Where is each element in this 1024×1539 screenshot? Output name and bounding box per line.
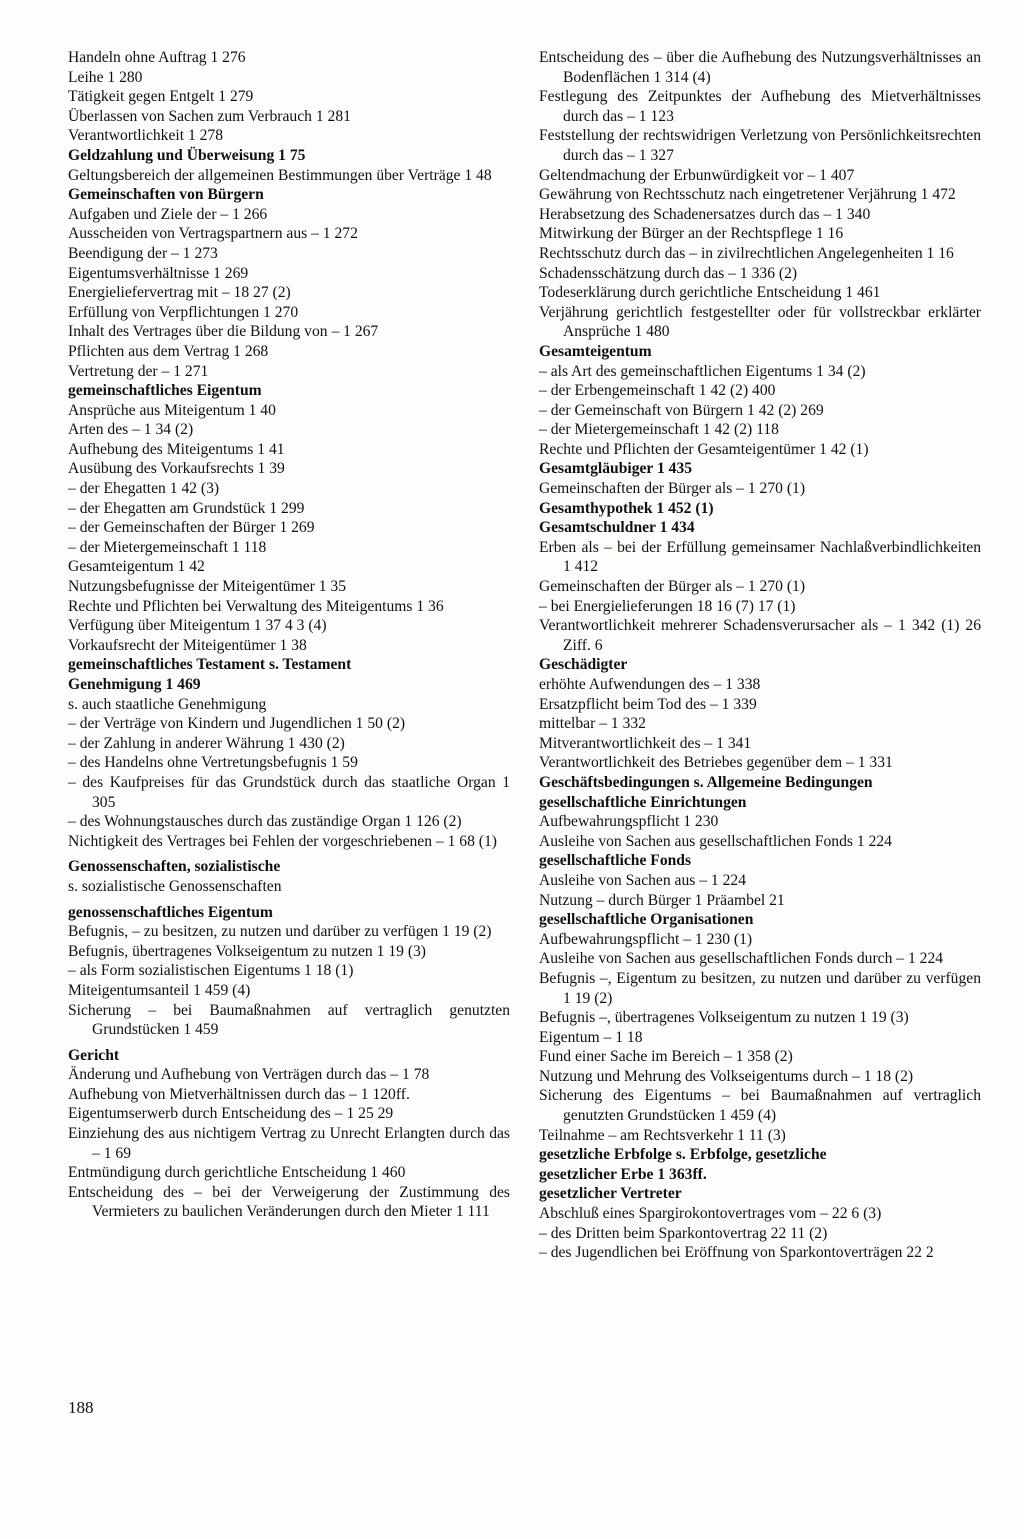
index-entry: Verfügung über Miteigentum 1 37 4 3 (4) — [68, 617, 327, 635]
index-entry: – der Mietergemeinschaft 1 42 (2) 118 — [539, 421, 779, 439]
index-entry: Vertretung der – 1 271 — [68, 362, 209, 380]
index-entry: Todeserklärung durch gerichtliche Entscheidung 1 461 — [539, 284, 881, 302]
index-entry: Ausleihe von Sachen aus – 1 224 — [539, 871, 747, 889]
index-entry: Geltungsbereich der allgemeinen Bestimmungen über Verträge 1 48 — [68, 166, 492, 184]
index-entry: – der Verträge von Kindern und Jugendlichen 1 50 (2) — [68, 715, 406, 733]
index-entry: Entscheidung des – über die Aufhebung des Nutzungsverhältnisses an Bodenflächen 1 314 (4) — [539, 49, 981, 86]
index-entry: erhöhte Aufwendungen des – 1 338 — [539, 676, 761, 693]
index-heading: gemeinschaftliches Testament s. Testament — [68, 656, 352, 674]
index-entry: Gemeinschaften der Bürger als – 1 270 (1) — [539, 578, 806, 596]
index-entry: Eigentumsverhältnisse 1 269 — [68, 264, 249, 282]
index-entry: Rechte und Pflichten der Gesamteigentümer 1 42 (1) — [539, 440, 869, 458]
index-entry: – der Gemeinschaften der Bürger 1 269 — [68, 519, 315, 537]
page-number: 188 — [68, 1398, 94, 1417]
index-entry: Mitwirkung der Bürger an der Rechtspflege 1 16 — [539, 225, 844, 243]
index-entry: Beendigung der – 1 273 — [68, 244, 218, 262]
index-entry: Ausscheiden von Vertragspartnern aus – 1 272 — [68, 225, 358, 243]
index-heading: gesetzlicher Erbe 1 363ff. — [539, 1165, 707, 1183]
index-entry: Inhalt des Vertrages über die Bildung von – 1 267 — [68, 323, 379, 341]
index-entry: Erben als – bei der Erfüllung gemeinsamer Nachlaßverbindlichkeiten 1 412 — [539, 538, 981, 576]
index-entry: Abschluß eines Spargirokontovertrages vom – 22 6 (3) — [539, 1205, 882, 1223]
index-entry: s. sozialistische Genossenschaften — [68, 877, 282, 895]
index-entry: – der Erbengemeinschaft 1 42 (2) 400 — [539, 382, 776, 400]
index-heading: Genossenschaften, sozialistische — [68, 858, 281, 876]
index-entry: Herabsetzung des Schadenersatzes durch das – 1 340 — [539, 205, 871, 223]
index-heading: Gesamthypothek 1 452 (1) — [539, 499, 714, 517]
index-entry: – der Ehegatten 1 42 (3) — [68, 480, 220, 498]
index-entry: Ersatzpflicht beim Tod des – 1 339 — [539, 695, 757, 713]
index-heading: Gemeinschaften von Bürgern — [68, 186, 264, 204]
index-entry: Rechtsschutz durch das – in zivilrechtlichen Angelegenheiten 1 16 — [539, 244, 954, 262]
index-entry: Sicherung des Eigentums – bei Baumaßnahmen auf vertraglich genutzten Grundstücken 1 459 (4) — [539, 1087, 981, 1125]
index-entry: Miteigentumsanteil 1 459 (4) — [68, 981, 251, 999]
index-entry: Nutzung – durch Bürger 1 Präambel 21 — [539, 891, 785, 909]
index-entry: Eigentum – 1 18 — [539, 1028, 643, 1046]
index-entry: Verantwortlichkeit mehrerer Schadensverursacher als – 1 342 (1) 26 Ziff. 6 — [539, 617, 981, 654]
index-entry: Aufgaben und Ziele der – 1 266 — [68, 205, 268, 223]
index-entry: Handeln ohne Auftrag 1 276 — [68, 49, 246, 66]
index-entry: Einziehung des aus nichtigem Vertrag zu Unrecht Erlangten durch das – 1 69 — [68, 1125, 510, 1162]
index-entry: Ausleihe von Sachen aus gesellschaftlichen Fonds durch – 1 224 — [539, 950, 944, 968]
index-entry: – des Wohnungstausches durch das zuständige Organ 1 126 (2) — [68, 813, 462, 831]
index-entry: Nichtigkeit des Vertrages bei Fehlen der vorgeschriebenen – 1 68 (1) — [68, 832, 497, 850]
index-heading: Geschädigter — [539, 656, 628, 674]
index-entry: Eigentumserwerb durch Entscheidung des – 1 25 29 — [68, 1105, 394, 1123]
index-heading: gesellschaftliche Einrichtungen — [539, 793, 747, 811]
index-heading: Gesamtschuldner 1 434 — [539, 519, 695, 537]
index-entry: Änderung und Aufhebung von Verträgen durch das – 1 78 — [68, 1066, 430, 1084]
index-heading: Geschäftsbedingungen s. Allgemeine Bedingungen — [539, 773, 873, 791]
index-entry: – bei Energielieferungen 18 16 (7) 17 (1) — [539, 597, 796, 615]
index-entry: – der Mietergemeinschaft 1 118 — [68, 538, 267, 556]
index-entry: – des Dritten beim Sparkontovertrag 22 11 (2) — [539, 1224, 828, 1242]
index-heading: Geldzahlung und Überweisung 1 75 — [68, 146, 306, 164]
index-entry: Nutzungsbefugnisse der Miteigentümer 1 35 — [68, 578, 347, 596]
index-entry: Sicherung – bei Baumaßnahmen auf vertraglich genutzten Grundstücken 1 459 — [68, 1001, 510, 1039]
index-entry: Festlegung des Zeitpunktes der Aufhebung des Mietverhältnisses durch das – 1 123 — [539, 88, 981, 125]
index-heading: gesellschaftliche Organisationen — [539, 911, 754, 929]
index-entry: Fund einer Sache im Bereich – 1 358 (2) — [539, 1048, 793, 1066]
index-column-left — [68, 48, 510, 1222]
index-entry: Befugnis –, Eigentum zu besitzen, zu nutzen und darüber zu verfügen 1 19 (2) — [539, 969, 981, 1007]
index-entry: Leihe 1 280 — [68, 68, 143, 86]
index-heading: gesetzlicher Vertreter — [539, 1185, 682, 1203]
index-entry: Energieliefervertrag mit – 18 27 (2) — [68, 284, 291, 302]
index-entry: Rechte und Pflichten bei Verwaltung des Miteigentums 1 36 — [68, 597, 444, 615]
index-entry: Befugnis, übertragenes Volkseigentum zu nutzen 1 19 (3) — [68, 942, 427, 960]
index-heading: gesellschaftliche Fonds — [539, 852, 692, 870]
index-entry: Schadensschätzung durch das – 1 336 (2) — [539, 264, 798, 282]
index-heading: Genehmigung 1 469 — [68, 676, 201, 693]
index-entry: – des Jugendlichen bei Eröffnung von Sparkontoverträgen 22 2 — [539, 1244, 934, 1262]
index-entry: Arten des – 1 34 (2) — [68, 421, 194, 439]
index-heading: gesetzliche Erbfolge s. Erbfolge, gesetzliche — [539, 1146, 827, 1164]
index-entry: Entscheidung des – bei der Verweigerung der Zustimmung des Vermieters zu baulichen Veränderungen durch den Mieter 1 111 — [68, 1183, 510, 1221]
index-heading: gemeinschaftliches Eigentum — [68, 382, 262, 400]
index-entry: Aufhebung von Mietverhältnissen durch das – 1 120ff. — [68, 1085, 410, 1103]
index-entry: – der Ehegatten am Grundstück 1 299 — [68, 499, 305, 517]
index-heading: Gericht — [68, 1046, 120, 1064]
index-entry: Aufhebung des Miteigentums 1 41 — [68, 440, 285, 458]
index-entry: Tätigkeit gegen Entgelt 1 279 — [68, 88, 254, 106]
index-entry: – als Form sozialistischen Eigentums 1 18 (1) — [68, 962, 354, 980]
index-entry: – als Art des gemeinschaftlichen Eigentums 1 34 (2) — [539, 362, 866, 380]
index-entry: Entmündigung durch gerichtliche Entscheidung 1 460 — [68, 1164, 406, 1182]
index-entry: Ausleihe von Sachen aus gesellschaftlichen Fonds 1 224 — [539, 832, 892, 850]
index-heading: Gesamtgläubiger 1 435 — [539, 460, 693, 478]
index-entry: – der Zahlung in anderer Währung 1 430 (2) — [68, 734, 345, 752]
index-entry: – der Gemeinschaft von Bürgern 1 42 (2) 269 — [539, 401, 824, 419]
index-entry: Befugnis, – zu besitzen, zu nutzen und darüber zu verfügen 1 19 (2) — [68, 923, 492, 941]
index-entry: Aufbewahrungspflicht 1 230 — [539, 813, 719, 831]
index-entry: – des Kaufpreises für das Grundstück durch das staatliche Organ 1 305 — [68, 773, 510, 811]
index-entry: Verjährung gerichtlich festgestellter oder für vollstreckbar erklärter Ansprüche 1 480 — [539, 303, 981, 341]
index-entry: Überlassen von Sachen zum Verbrauch 1 281 — [68, 107, 351, 125]
index-entry: Nutzung und Mehrung des Volkseigentums durch – 1 18 (2) — [539, 1067, 914, 1085]
index-entry: Aufbewahrungspflicht – 1 230 (1) — [539, 930, 753, 948]
index-entry: Gesamteigentum 1 42 — [68, 558, 205, 576]
index-entry: Gemeinschaften der Bürger als – 1 270 (1) — [539, 480, 806, 498]
index-entry: Mitverantwortlichkeit des – 1 341 — [539, 734, 752, 752]
index-entry: Geltendmachung der Erbunwürdigkeit vor – 1 407 — [539, 166, 855, 184]
index-entry: Verantwortlichkeit des Betriebes gegenüber dem – 1 331 — [539, 754, 893, 772]
index-entry: Pflichten aus dem Vertrag 1 268 — [68, 342, 269, 360]
index-entry: Ausübung des Vorkaufsrechts 1 39 — [68, 460, 285, 478]
index-column-right — [539, 48, 981, 1263]
index-heading: Gesamteigentum — [539, 342, 652, 360]
index-entry: Befugnis –, übertragenes Volkseigentum zu nutzen 1 19 (3) — [539, 1009, 909, 1027]
index-entry: Teilnahme – am Rechtsverkehr 1 11 (3) — [539, 1126, 786, 1144]
index-entry: Feststellung der rechtswidrigen Verletzung von Persönlichkeitsrechten durch das – 1 327 — [539, 127, 981, 164]
index-entry: Gewährung von Rechtsschutz nach eingetretener Verjährung 1 472 — [539, 186, 956, 204]
index-entry: Vorkaufsrecht der Miteigentümer 1 38 — [68, 636, 307, 654]
index-entry: Verantwortlichkeit 1 278 — [68, 127, 224, 145]
index-entry: mittelbar – 1 332 — [539, 715, 646, 733]
index-entry: Erfüllung von Verpflichtungen 1 270 — [68, 303, 299, 321]
index-entry: – des Handelns ohne Vertretungsbefugnis 1 59 — [68, 754, 358, 772]
index-heading: genossenschaftliches Eigentum — [68, 903, 273, 921]
index-entry: s. auch staatliche Genehmigung — [68, 695, 267, 713]
index-entry: Ansprüche aus Miteigentum 1 40 — [68, 401, 276, 419]
